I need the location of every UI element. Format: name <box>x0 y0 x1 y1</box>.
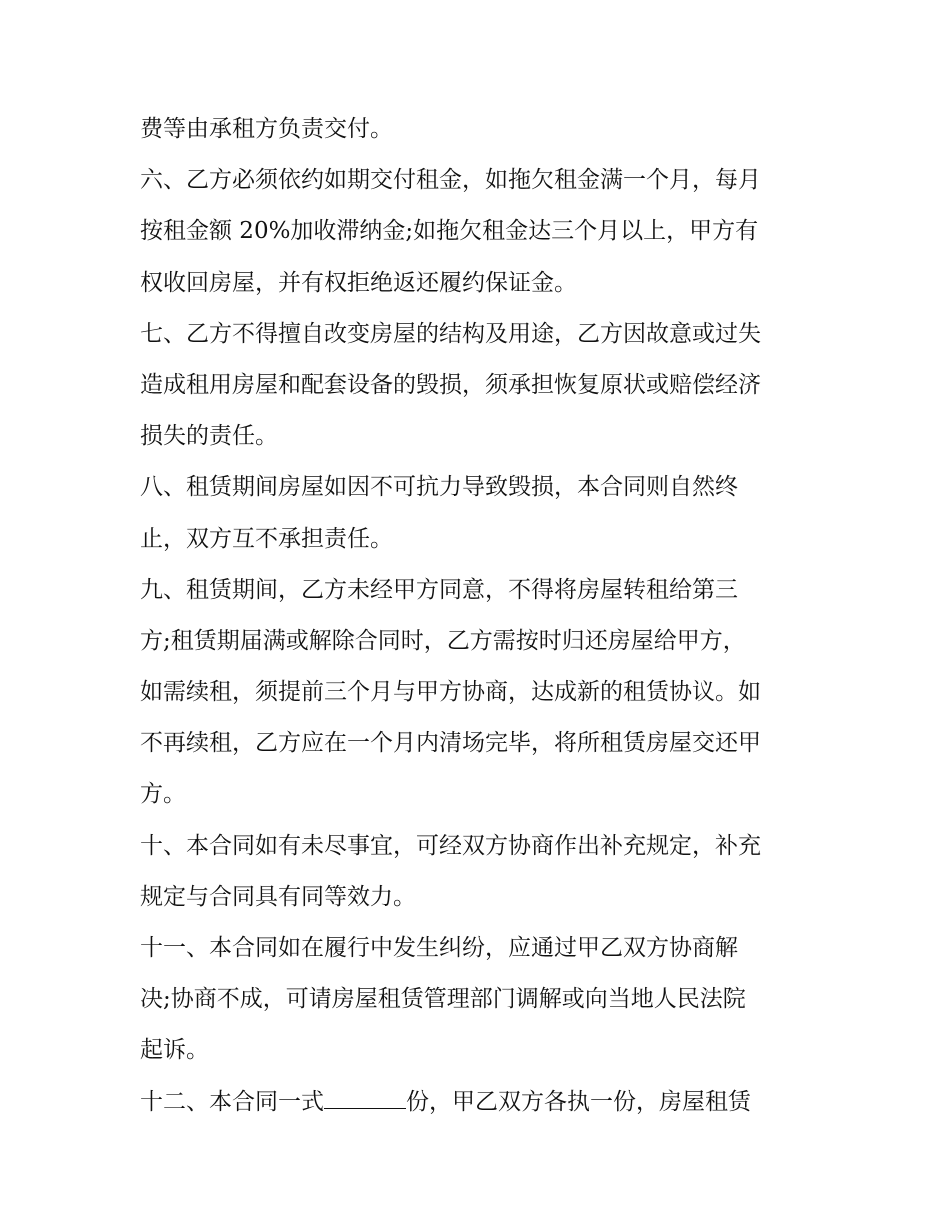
text-line: 九、租赁期间，乙方未经甲方同意，不得将房屋转租给第三 <box>140 576 738 603</box>
text-line: 六、乙方必须依约如期交付租金，如拖欠租金满一个月，每月 <box>140 167 761 194</box>
copies-clause-prefix: 十二、本合同一式 <box>140 1088 324 1115</box>
text-line: 十、本合同如有未尽事宜，可经双方协商作出补充规定，补充 <box>140 832 761 859</box>
text-line: 八、租赁期间房屋如因不可抗力导致毁损，本合同则自然终 <box>140 474 738 501</box>
text-line: 不再续租，乙方应在一个月内清场完毕，将所租赁房屋交还甲 <box>140 730 761 757</box>
text-line: 方。 <box>140 781 186 808</box>
text-line: 规定与合同具有同等效力。 <box>140 883 416 910</box>
text-line: 决;协商不成，可请房屋租赁管理部门调解或向当地人民法院 <box>140 986 746 1013</box>
copies-clause-suffix: 份，甲乙双方各执一份，房屋租赁 <box>406 1088 751 1115</box>
copies-clause-line <box>140 1077 820 1128</box>
text-line: 止，双方互不承担责任。 <box>140 525 393 552</box>
text-line: 方;租赁期届满或解除合同时，乙方需按时归还房屋给甲方， <box>140 627 746 654</box>
text-line: 损失的责任。 <box>140 423 278 450</box>
text-line: 七、乙方不得擅自改变房屋的结构及用途，乙方因故意或过失 <box>140 320 761 347</box>
text-line: 十一、本合同如在履行中发生纠纷，应通过甲乙双方协商解 <box>140 935 738 961</box>
text-line: 权收回房屋，并有权拒绝返还履约保证金。 <box>140 269 577 296</box>
contract-body-text <box>140 104 820 1128</box>
copies-count-blank <box>324 1086 406 1109</box>
text-line: 按租金额 20%加收滞纳金;如拖欠租金达三个月以上，甲方有 <box>140 218 759 245</box>
text-line: 如需续租，须提前三个月与甲方协商，达成新的租赁协议。如 <box>140 679 761 706</box>
text-line: 造成租用房屋和配套设备的毁损，须承担恢复原状或赔偿经济 <box>140 371 761 398</box>
text-line: 费等由承租方负责交付。 <box>140 116 393 142</box>
text-line: 起诉。 <box>140 1037 209 1064</box>
